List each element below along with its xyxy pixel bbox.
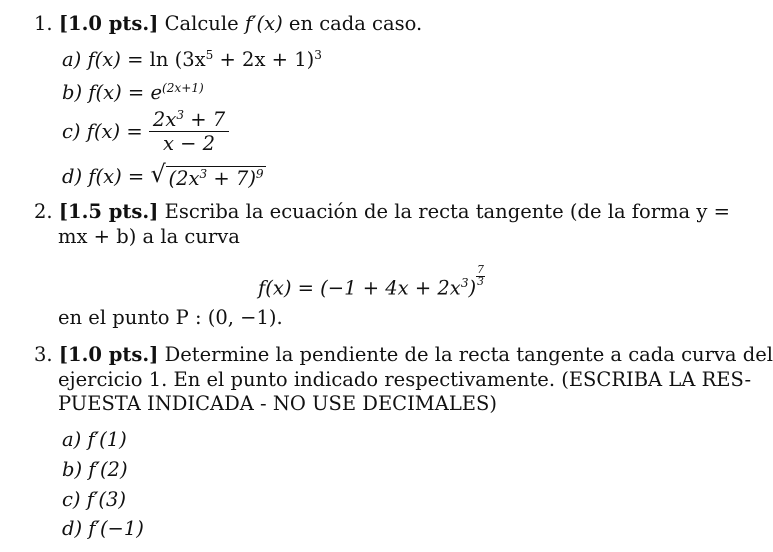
denominator: x − 2 xyxy=(162,131,216,155)
question-number: 2. xyxy=(34,200,53,223)
function-lhs: f(x) = xyxy=(86,119,143,143)
points-label: [1.5 pts.] xyxy=(58,200,159,223)
function-lhs: f(x) = xyxy=(87,48,144,71)
question-text: Escriba la ecuación de la recta tangente (de la forma y = xyxy=(164,200,730,223)
exponent: 3 xyxy=(314,47,322,62)
item-value: f′(−1) xyxy=(88,517,144,540)
question-3-line-1 xyxy=(34,345,773,365)
item-label: a) xyxy=(62,428,82,451)
q1-item-b xyxy=(62,80,204,104)
radical-sign-icon: √ xyxy=(150,160,166,188)
question-number: 3. xyxy=(34,343,53,366)
item-label: d) xyxy=(62,517,83,540)
question-text: Determine la pendiente de la recta tangente a cada curva del xyxy=(164,343,773,366)
item-value: f′(1) xyxy=(87,428,127,451)
item-value: f′(2) xyxy=(88,458,128,481)
q2-point: en el punto P : (0, −1). xyxy=(58,306,283,329)
q3-item-a xyxy=(62,430,127,450)
q1-item-c xyxy=(62,107,229,155)
q3-item-c xyxy=(62,490,126,510)
expression: ln (3x xyxy=(149,48,206,71)
question-2-line-2: mx + b) a la curva xyxy=(58,225,240,248)
q1-item-a xyxy=(62,47,322,71)
exponent: (2x+1) xyxy=(162,80,204,95)
expression: e xyxy=(150,81,163,104)
item-label: b) xyxy=(62,81,83,104)
question-3-line-2: ejercicio 1. En el punto indicado respectivamente. (ESCRIBA LA RES- xyxy=(58,368,752,391)
question-1-heading xyxy=(34,14,422,34)
q2-equation: $f(x) = (-1 + 4x + 2x^3)$ $\frac{7}{3}$ xyxy=(258,263,484,300)
derivative-notation: f′(x) xyxy=(244,12,283,35)
exponent-fraction: $\frac{7}{3}$ xyxy=(477,263,484,288)
expression: + 2x + 1) xyxy=(213,48,315,71)
item-value: f′(3) xyxy=(86,488,127,511)
fraction xyxy=(149,107,229,155)
item-label: c) xyxy=(62,488,81,511)
square-root: √ $(2x^3 + 7)^9$ xyxy=(150,160,264,190)
item-label: a) xyxy=(62,48,82,71)
q3-item-b xyxy=(62,460,128,480)
q1-item-d xyxy=(62,160,266,190)
item-label: b) xyxy=(62,458,83,481)
question-2-line-1 xyxy=(34,200,730,223)
numerator: $2x^3 + 7$ xyxy=(149,110,229,132)
function-lhs: f(x) = xyxy=(88,164,145,188)
points-label: [1.0 pts.] xyxy=(58,12,159,35)
function-lhs: f(x) = xyxy=(88,81,145,104)
item-label: c) xyxy=(62,119,81,143)
question-number: 1. xyxy=(34,12,53,35)
question-text: Calcule xyxy=(164,12,239,35)
points-label: [1.0 pts.] xyxy=(58,343,159,366)
q3-item-d xyxy=(62,519,144,539)
item-label: d) xyxy=(62,164,83,188)
question-text-tail: en cada caso. xyxy=(288,12,423,35)
question-3-line-3: PUESTA INDICADA - NO USE DECIMALES) xyxy=(58,392,497,415)
exponent: 5 xyxy=(205,47,214,62)
